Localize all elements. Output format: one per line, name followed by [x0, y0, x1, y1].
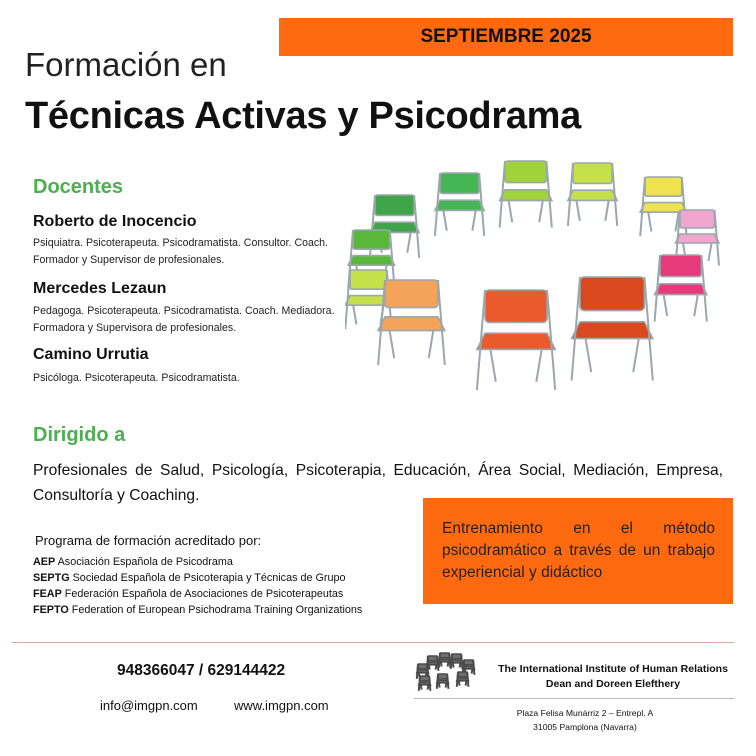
contact-email-link[interactable]: info@imgpn.com: [100, 698, 198, 713]
address-line-2: 31005 Pamplona (Navarra): [533, 722, 637, 732]
institute-name-line-2: Dean and Doreen Elefthery: [545, 678, 681, 690]
title-line-1: Formación en: [25, 46, 227, 83]
logo-chair-7: [437, 674, 449, 689]
chair-10: [378, 280, 445, 365]
contact-phone[interactable]: 948366047 / 629144422: [117, 662, 286, 679]
institute-address: [500, 706, 670, 734]
address-line-1: Plaza Felisa Munárriz 2 – Entrepl. A: [516, 708, 654, 718]
institute-name: [493, 662, 733, 692]
page-title: Técnicas Activas y Psicodrama: [25, 95, 581, 137]
org-name: Sociedad Española de Psicoterapia y Técnicas de Grupo: [72, 572, 346, 584]
org-name: Federation of European Psichodrama Training Organizations: [71, 604, 363, 616]
institute-divider: [414, 698, 734, 699]
institute-name-line-1: The International Institute of Human Relations: [498, 663, 728, 675]
org-item: [33, 570, 362, 586]
dirigido-heading: Dirigido a: [33, 424, 126, 446]
teacher-description-1: Psiquiatra. Psicoterapeuta. Psicodramatista. Consultor. Coach. Formador y Supervisor de profesionales.: [33, 237, 329, 266]
org-item: [33, 554, 362, 570]
chair-8: [655, 255, 707, 322]
accreditation-org-list: [33, 554, 362, 618]
chair-12: [572, 277, 653, 381]
org-name: Asociación Española de Psicodrama: [57, 556, 233, 568]
org-acronym: SEPTG: [33, 572, 70, 584]
teacher-description-3: Psicóloga. Psicoterapeuta. Psicodramatista.: [33, 372, 240, 384]
org-acronym: FEAP: [33, 588, 62, 600]
teacher-description-2: Pedagoga. Psicoterapeuta. Psicodramatista. Coach. Mediadora. Formadora y Supervisora de profesionales.: [33, 305, 335, 334]
logo-chair-2: [427, 656, 439, 671]
contact-website-link[interactable]: www.imgpn.com: [234, 698, 329, 713]
teacher-name-2: Mercedes Lezaun: [33, 280, 167, 297]
org-acronym: AEP: [33, 556, 56, 568]
logo-chair-8: [457, 672, 469, 687]
teacher-name-1: Roberto de Inocencio: [33, 213, 197, 230]
training-highlight-text: Entrenamiento en el método psicodramático a través de un trabajo experiencial y didáctico: [442, 520, 715, 581]
training-highlight-box: [423, 498, 733, 604]
chairs-circle-icon: [414, 652, 482, 694]
logo-chair-4: [451, 654, 463, 669]
audience-text: Profesionales de Salud, Psicología, Psicoterapia, Educación, Área Social, Mediación, Empresa, Consultoría y Coaching.: [33, 462, 723, 504]
org-acronym: FEPTO: [33, 604, 69, 616]
date-banner-text: SEPTIEMBRE 2025: [420, 26, 592, 47]
teacher-name-3: Camino Urrutia: [33, 346, 149, 363]
chair-11: [477, 290, 555, 390]
logo-chair-3: [439, 653, 451, 668]
docentes-heading: Docentes: [33, 176, 124, 198]
date-banner: [279, 18, 733, 56]
accreditation-intro: Programa de formación acreditado por:: [35, 533, 262, 548]
logo-chair-6: [419, 676, 431, 691]
chair-1: [435, 173, 484, 236]
org-item: [33, 586, 362, 602]
footer-divider: [12, 642, 734, 643]
org-item: [33, 602, 362, 618]
org-name: Federación Española de Asociaciones de Psicoterapeutas: [64, 588, 344, 600]
chair-4: [568, 163, 617, 226]
chairs-circle-illustration: [345, 155, 730, 400]
chair-3: [500, 161, 552, 228]
